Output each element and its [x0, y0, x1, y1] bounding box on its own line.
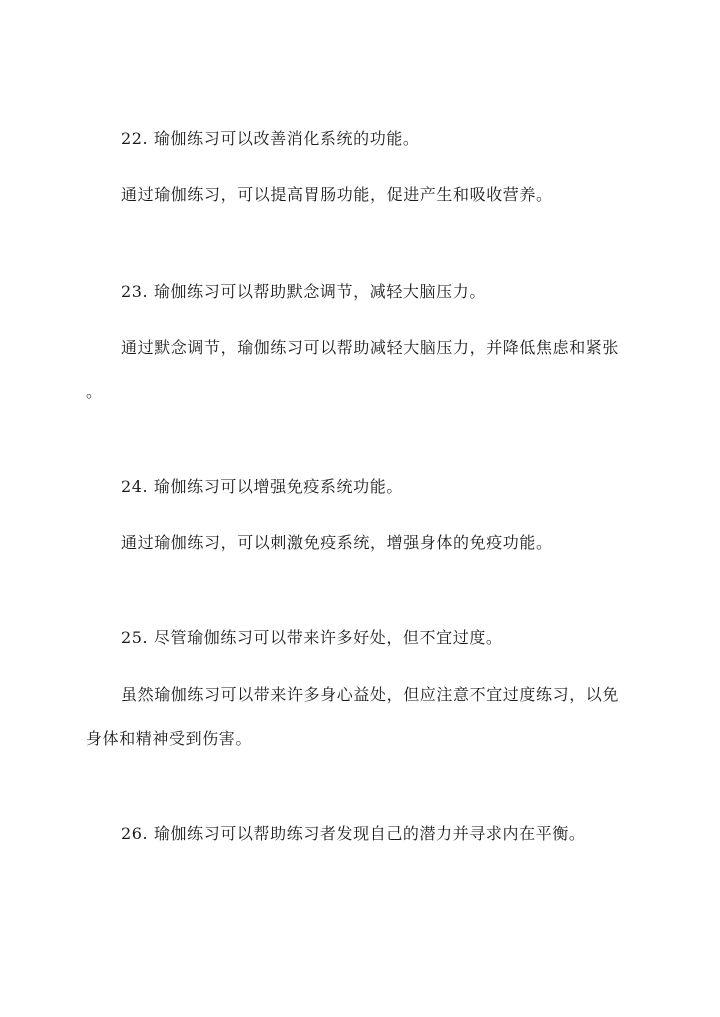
item-22-body-line-1: 通过瑜伽练习，可以提高胃肠功能，促进产生和吸收营养。	[121, 185, 553, 204]
item-24-heading: 24. 瑜伽练习可以增强免疫系统功能。	[121, 477, 403, 496]
item-23-body-line-2: 。	[86, 382, 103, 401]
item-26-heading: 26. 瑜伽练习可以帮助练习者发现自己的潜力并寻求内在平衡。	[121, 824, 586, 843]
item-25-heading: 25. 尽管瑜伽练习可以带来许多好处，但不宜过度。	[121, 628, 503, 647]
item-23-body-line-1: 通过默念调节，瑜伽练习可以帮助减轻大脑压力，并降低焦虑和紧张	[121, 338, 620, 357]
item-25-body-line-1: 虽然瑜伽练习可以带来许多身心益处，但应注意不宜过度练习，以免	[121, 685, 620, 704]
item-25-body-line-2: 身体和精神受到伤害。	[86, 729, 253, 748]
item-22-heading: 22. 瑜伽练习可以改善消化系统的功能。	[121, 129, 420, 148]
item-24-body-line-1: 通过瑜伽练习，可以刺激免疫系统，增强身体的免疫功能。	[121, 533, 553, 552]
item-23-heading: 23. 瑜伽练习可以帮助默念调节，减轻大脑压力。	[121, 282, 486, 301]
